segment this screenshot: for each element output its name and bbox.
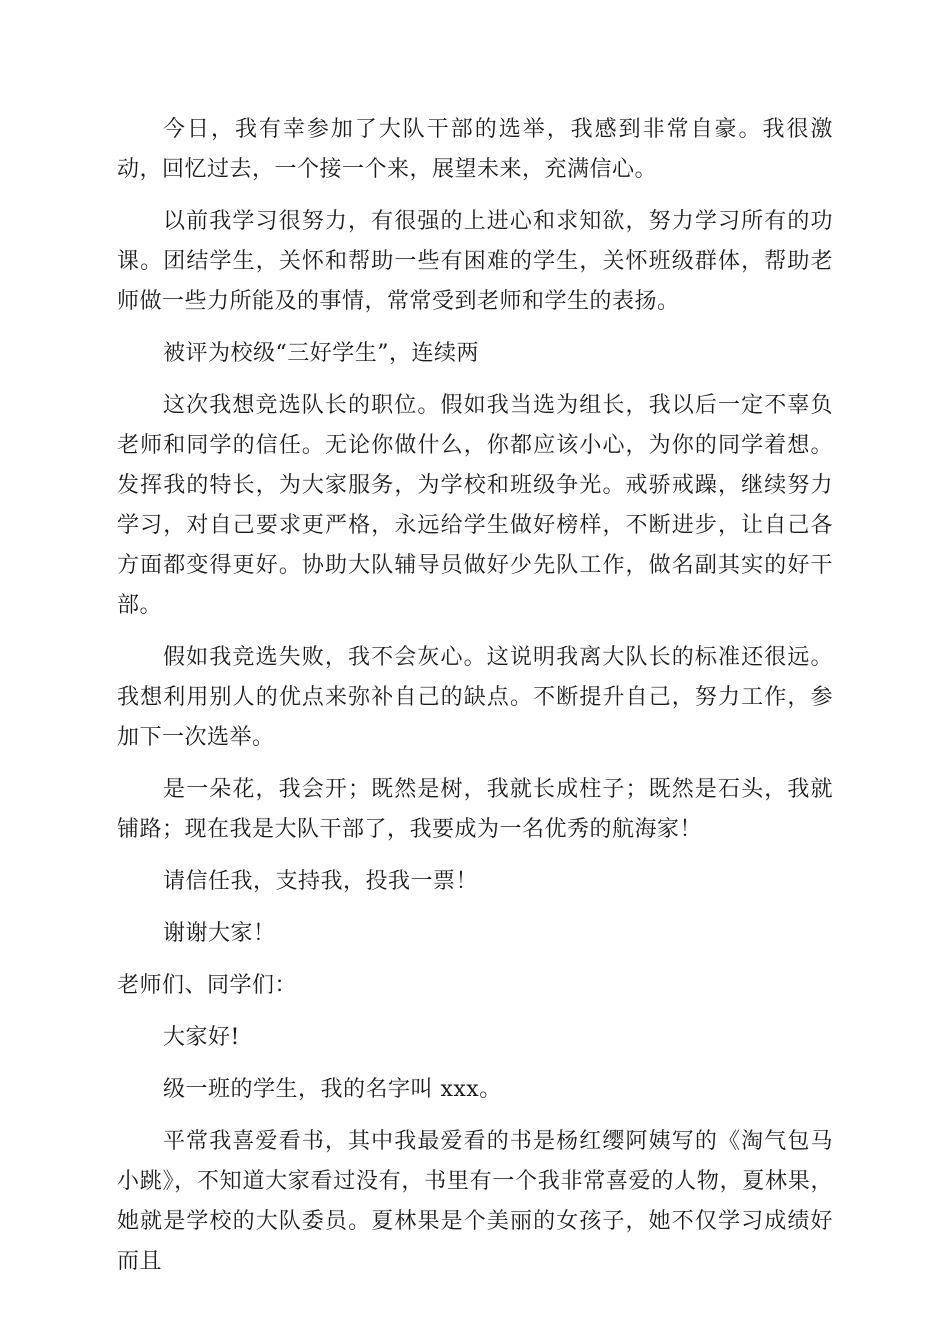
paragraph: 这次我想竞选队长的职位。假如我当选为组长，我以后一定不辜负老师和同学的信任。无论你做什么，你都应该小心，为你的同学着想。发挥我的特长，为大家服务，为学校和班级争光。戒骄戒躁，继续努力学习，对自己要求更严格，永远给学生做好榜样，不断进步，让自己各方面都变得更好。协助大队辅导员做好少先队工作，做名副其实的好干部。 bbox=[117, 393, 833, 618]
paragraph: 级一班的学生，我的名字叫 xxx。 bbox=[163, 1077, 502, 1102]
paragraph: 今日，我有幸参加了大队干部的选举，我感到非常自豪。我很激动，回忆过去，一个接一个来，展望未来，充满信心。 bbox=[117, 117, 833, 182]
greeting: 大家好! bbox=[163, 1025, 240, 1050]
document-body bbox=[117, 110, 833, 1294]
paragraph: 是一朵花，我会开；既然是树，我就长成柱子；既然是石头，我就铺路；现在我是大队干部了，我要成为一名优秀的航海家！ bbox=[117, 777, 833, 842]
paragraph: 平常我喜爱看书，其中我最爱看的书是杨红缨阿姨写的《淘气包马小跳》，不知道大家看过没有，书里有一个我非常喜爱的人物，夏林果，她就是学校的大队委员。夏林果是个美丽的女孩子，她不仅学习成绩好而且 bbox=[117, 1129, 833, 1274]
paragraph: 请信任我，支持我，投我一票！ bbox=[163, 869, 479, 894]
paragraph: 以前我学习很努力，有很强的上进心和求知欲，努力学习所有的功课。团结学生，关怀和帮助一些有困难的学生，关怀班级群体，帮助老师做一些力所能及的事情，常常受到老师和学生的表扬。 bbox=[117, 209, 833, 314]
paragraph: 假如我竞选失败，我不会灰心。这说明我离大队长的标准还很远。我想利用别人的优点来弥补自己的缺点。不断提升自己，努力工作，参加下一次选举。 bbox=[117, 645, 833, 750]
salutation: 老师们、同学们： bbox=[117, 973, 298, 998]
paragraph: 被评为校级“三好学生”，连续两 bbox=[163, 341, 479, 366]
paragraph: 谢谢大家！ bbox=[163, 921, 276, 946]
